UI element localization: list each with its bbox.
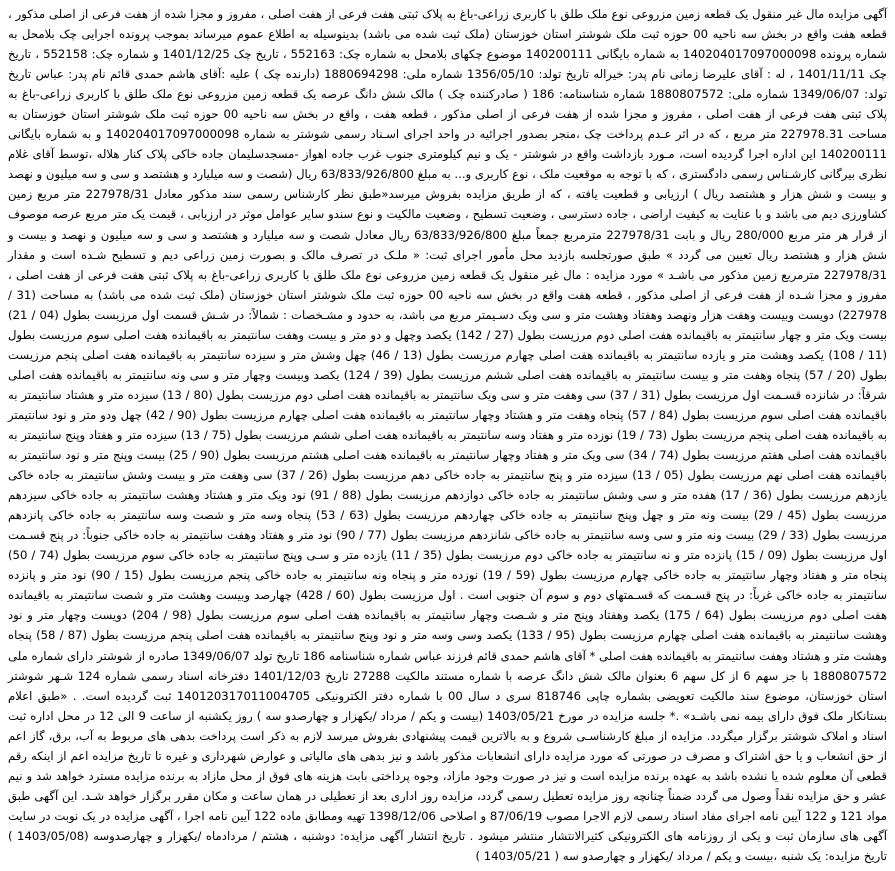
auction-notice-body: آگهی مزایده مال غیر منقول یک قطعه زمین مزروعی نوع ملک طلق با کاربری زراعی-باغ به پلاک ثبتی هفت فرعی از هفت اصلی ، مفروز و مجزا شده از هفت فرعی از اصلی مذکور ، قطعه هفت واقع در بخش سه ناحیه 00 حوزه ثبت ملک شوشتر استان خوزستان (ملک ثبت شده می باشد) بدینوسیله به اطلاع عموم میرساند بموجب پرونده اجرایی چک بلامحل به شماره پرونده 140204017097000098 به شماره بایگانی 140200111 موضوع چکهای بلامحل به شماره چک: 552163 ، تاریخ چک 1401/12/25 و شماره چک: 552158 ، تاریخ چک 1401/11/11 ، له : آقای علیرضا زمانی نام پدر: خیراله تاریخ تولد: 1356/05/10 شماره ملی: 1880694298 (دارنده چک ) علیه :آقای هاشم حمدی قائم نام پدر: عباس تاریخ تولد: 1349/06/07 شماره ملی: 1880807572 شماره شناسنامه: 186 ( صادرکننده چک ) مالک شش دانگ عرصه یک قطعه زمین مزروعی نوع ملک طلق با کاربری زراعی-باغ به پلاک ثبتی هفت فرعی از هفت اصلی ، مفروز و مجزا شده از هفت فرعی از اصلی مذکور ، قطعه هفت ، واقع در بخش سه ناحیه 00 حوزه ثبت ملک شوشتر استان خوزستان به مساحت 227978.31 متر مربع ، که در اثر عـدم پرداخت چک ،منجر بصدور اجرائیه در واحد اجرای اسـناد رسمی شوشتر به شماره 140204017097000098 و به شماره بایگانی 140200111 این اداره اجرا گردیده است، مـورد بازداشت واقع در شوشتر - یک و نیم کیلومتری جنوب غرب جاده اهواز -مسجدسلیمان جاده خاکی پلاک کنار هلاله ،توسط آقای غلام نظری بیرگانی کارشـناس رسمی دادگستری ، که با توجه به موقعیت ملک ، نوع کاربری و... به مبلغ 63/833/926/800 ریال (شصت و سه میلیارد و هشتصد و سی و سه میلیون و نهصد و بیست و شش هزار و هشتصد ریال ) ارزیابی و قطعیت یافته ، که از طریق مزایده بفروش میرسد«طبق نظر کارشناس رسمی سند مذکور معادل 227978/31 متر مربع زمین کشاورزی دیم می باشد و با عنایت به کیفیت اراضی ، جاده دسترسی ، وضعیت تسطیح ، وضعیت مالکیت و نوع سندو سایر عوامل موثر در ارزیابی ، قیمت یک متر مربع عرصه موصوف از قرار هر متر مربع 280/000 ریال و بابت 227978/31 مترمربع جمعاً مبلغ 63/833/926/800 ریال معادل شصت و سه میلیارد و هشتصد و سی و سه میلیون و نهصد و بیست و شش هزار و هشتصد ریال تعیین می گردد » طبق صورتجلسه بازدید محل مأمور اجرای ثبت: « ملـک در تصرف مالک و بصورت زمین زراعی دیم و تسطیح شـده است و مقدار 227978/31 مترمربع زمین مذکور می باشـد » مورد مزایده : مال غیر منقول یک قطعه زمین مزروعی نوع ملک طلق با کاربری زراعی-باغ به پلاک ثبتی هفت فرعی از هفت اصلی ، مفروز و مجزا شـده از هفت فرعی از اصلی مذکور ، قطعه هفت واقع در بخش سه ناحیه 00 حوزه ثبت ملک شوشتر استان خوزستان (ملک ثبت شده می باشد) به مساحت (31 / 227978) دویست وبیست وهفت هزار ونهصد وهفتاد وهشت متر و سی ویک دسـیمتر مربع می باشد، به حدود و مشـخصات : شمالاً: در شـش قسمت اول مرزیست بطول (04 / 21) بیست ویک متر و چهار سانتیمتر به باقیمانده هفت اصلی دوم مرزیست بطول (27 / 142) یکصد وچهل و دو متر و بیست وهفت سانتیمتر به باقیمانده هفت اصلی سوم مرزیست بطول (11 / 108) یکصد وهشت متر و یازده سانتیمتر به باقیمانده هفت اصلی چهارم مرزیست بطول (13 / 46) چهل وشش متر و سیزده سانتیمتر به باقیمانده هفت اصلی پنجم مرزیست بطول (20 / 57) پنجاه وهفت متر و بیست سانتیمتر به باقیمانده هفت اصلی ششم مرزیست بطول (39 / 124) یکصد وبیست وچهار متر و سی ونه سانتیمتر به باقیمانده هفت اصلی شرقاً: در شانزده قسـمت اول مرزیست بطول (31 / 37) سی وهفت متر و سی ویک سانتیمتر به باقیمانده هفت اصلی دوم مرزیست بطول (80 / 13) سیزده متر و هشتاد سانتیمتر به باقیمانده هفت اصلی سوم مرزیست بطول (84 / 57) پنجاه وهفت متر و هشتاد وچهار سانتیمتر به باقیمانده هفت اصلی چهارم مرزیست بطول (90 / 42) چهل ودو متر و نود سانتیمتر به باقیمانده هفت اصلی پنجم مرزیست بطول (73 / 19) نوزده متر و هفتاد وسه سانتیمتر به باقیمانده هفت اصلی ششم مرزیست بطول (75 / 13) سیزده متر و هفتاد وپنج سانتیمتر به باقیمانده هفت اصلی هفتم مرزیست بطول (74 / 34) سی ویک متر و هفتاد وچهار سانتیمتر به باقیمانده هفت اصلی هشتم مرزیست بطول (90 / 25) بیست وپنج متر و نود سانتیمتر به باقیمانده هفت اصلی نهم مرزیست بطول (05 / 13) سیزده متر و پنج سانتیمتر به جاده خاکی دهم مرزیست بطول (26 / 37) سی وهفت متر و بیست وشش سانتیمتر به جاده خاکی یازدهم مرزیست بطول (36 / 17) هفده متر و سی وشش سانتیمتر به جاده خاکی دوازدهم مرزیست بطول (88 / 91) نود ویک متر و هشتاد وهشت سانتیمتر به جاده خاکی سیزدهم مرزیست بطول (45 / 29) بیست ونه متر و چهل وپنج سانتیمتر به جاده خاکی چهاردهم مرزیست بطول (63 / 53) پنجاه وسه متر و شصت وسه سانتیمتر به جاده خاکی پانزدهم مرزیست بطول (33 / 29) بیست ونه متر و سی وسه سانتیمتر به جاده خاکی شانزدهم مرزیست بطول (77 / 90) نود متر و هفتاد وهفت سانتیمتر به جاده خاکی جنوباً: در پنج قسـمت اول مرزیست بطول (09 / 15) پانزده متر و نه سانتیمتر به جاده خاکی دوم مرزیست بطول (35 / 11) یازده متر و سـی وپنج سانتیمتر به جاده خاکی سوم مرزیست بطول (74 / 50) پنجاه متر و هفتاد وچهار سانتیمتر به جاده خاکی چهارم مرزیست بطول (59 / 19) نوزده متر و پنجاه ونه سانتیمتر به جاده خاکی پنجم مرزیست بطول (15 / 90) نود متر و پانزده سانتیمتر به جاده خاکی غرباً: در پنج قسـمت که قسـمتهای دوم و سوم آن جنوبی است . اول مرزیست بطول (60 / 428) چهارصد وبیست وهشت متر و شصت سانتیمتر به باقیمانده هفت اصلی دوم مرزیست بطول (64 / 175) یکصد وهفتاد وپنج متر و شـصت وچهار سانتیمتر به باقیمانده هفت اصلی سوم مرزیست بطول (98 / 204) دویست وچهار متر و نود وهشت سانتیمتر به باقیمانده هفت اصلی چهارم مرزیست بطول (95 / 133) یکصد وسی وسه متر و نود وپنج سانتیمتر به باقیمانده هفت اصلی پنجم مرزیست بطول (87 / 58) پنجاه وهشت متر و هشتاد وهفت سانتیمتر به باقیمانده هفت اصلی * آقای هاشم حمدی قائم فرزند عباس شماره شناسنامه 186 تاریخ تولد 1349/06/07 صادره از شوشتر دارای شماره ملی 1880807572 با جز سهم 6 از کل سهم 6 بعنوان مالک شش دانگ عرصه با شماره مستند مالکیت 27288 تاریخ 1401/12/03 دفترخانه اسناد رسمی شماره 124 شـهر شوشتر استان خوزستان، موضوع سند مالکیت تعویضی بشماره چاپی 818746 سری د سال 00 با شماره دفتر الکترونیکی 140120317011004705 ثبت گردیده است. . «طبق اعلام بستانکار ملک فوق دارای بیمه نمی باشـد» .* جلسه مزایده در مورخ 1403/05/21 (بیست و یکم / مرداد /یکهزار و چهارصدو سه ) روز یکشنبه از ساعت 9 الی 12 در محل اداره ثبت اسناد و املاک شوشتر برگزار میگردد. مزایده از مبلغ کارشناسـی شروع و به بالاترین قیمت پیشنهادی بفروش میرسد لازم به ذکر است پرداخت بدهی های مربوط به آب، برق، گاز اعم از حق انشعاب و یا حق اشتراک و مصرف در صورتی که مورد مزایده دارای انشعابات مذکور باشد و نیز بدهی های مالیاتی و عوارض شهرداری و غیره تا تاریخ مزایده اعم از اینکه رقم قطعی آن معلوم شده یا نشده باشد به عهده برنده مزایده است و نیز در صورت وجود مازاد، وجوه پرداختی بابت هزینه های فوق از محل مازاد به برنده مزایده مسترد خواهد شد و نیم عشر و حق مزایده نقداً وصول می گردد ضمناً چنانچه روز مزایده تعطیل رسمی گردد، مزایده روز اداری بعد از تعطیلی در همان ساعت و مکان مقرر برگزار خواهد شـد. این آگهی طبق مواد 121 و 122 آیین نامه اجرای مفاد اسناد رسمی لازم الاجرا مصوب 87/06/19 و اصلاحی 1398/12/06 تهیه ومطابق ماده 122 آیین نامه اجرا ، آگهی مزایده در یک نوبت در سایت آگهی های سازمان ثبت و یکی از روزنامه های الکترونیکی کثیرالانتشار منتشر میشود . تاریخ انتشار آگهی مزایده: دوشنبه ، هشتم / مردادماه /یکهزار و چهارصدوسه (1403/05/08 ) تاریخ مزایده: یک شنبه ،بیست و یکم / مرداد /یکهزار و چهارصدو سه ( 1403/05/21 ) (8, 7, 888, 863)
